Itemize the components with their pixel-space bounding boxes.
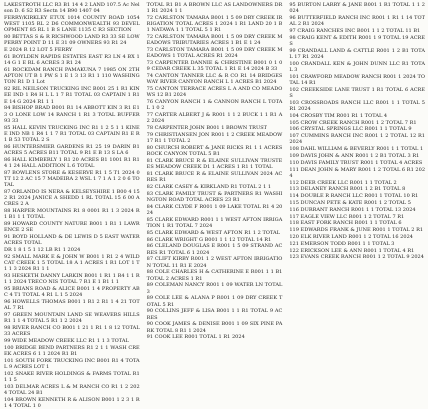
record-entry: 85 CLARK EDWARD R001 1 1 WEST AFTON IRRIGATION 1 R1 TOTAL 7 2024 <box>146 216 283 229</box>
record-entry: 74 CANTON TANNER LLC & R CO R1 14 BRIDGES WAY RIVER CANYON RANCH L 1 ACRES B1 2024 <box>146 73 283 86</box>
record-entry: 61 BOYLDEN RAPIDS ESTATES EAST R3 LN 4 BX 1 14 G 1 E RL 6 ACRES 3 R1 24 <box>4 54 140 67</box>
record-entry: 89 COLE LEE & ALANA P R001 1 09 DRY CREEK TOTAL 5 R1 <box>146 295 283 308</box>
record-entry: 123 EVANS CREEK RANCH R001 1 2 TOTAL 9 2024 <box>289 254 424 261</box>
record-entry: 99 WIDE MEADOW CREEK LLC R1 1 1 3 TOTAL <box>4 338 129 345</box>
record-entry: 100 BRIDGE BEND PARTNERS R1 2 1 1 WASH CREEK ACRES 6 1 1 2024 R1 B1 <box>4 345 140 358</box>
record-entry: 91 BOYD HOLLAND & DE LEWIS D 5 EAST WATER ACRES TOTAL <box>4 234 140 247</box>
record-entry: 104 CROSBY TIM R001 R1 1 TOTAL 4 <box>289 112 388 119</box>
record-entry: 104 BROWN KENNETH R & ALISON B001 1 2 3 1 R1 4 TOTAL 1 0 <box>4 397 140 409</box>
text-column-2 <box>147 2 283 400</box>
record-entry: 73 CARPENTER DANNIE & CHRISTINE B001 0 1 09 CEDAR CREEK L 35 TOTAL 1 R1 E 14 2024 B 33 <box>146 60 283 73</box>
record-entry: 87 BOWLENS STORE & KESERVE R1 1 5 T1 2024 0 TT 12 2 AC 15 7 MADEIRA 2 WSL 1 7 1 A 1 2 0 6 TOTAL <box>4 169 140 189</box>
record-entry: 97 CRAIG RANCHES INC B001 1 1 2 TOTAL 11 B1 <box>289 28 421 34</box>
record-entry: 84 CLARK CLYDE F R001 1 09 LAKE TOTAL R1 4 2024 <box>146 203 283 216</box>
record-entry: 84 BISHOP BRAD B001 R1 14 ABBOTT KIN 3 R1 E13 O LONE LOW 14 RANCH 1 R1 3 TOTAL BUFFER 93 33 <box>4 105 140 124</box>
record-entry: TOTAL R1 B1 A BROWN LLC AS LANDOWNERS DR 1 R1 2024 1 1 <box>146 2 283 15</box>
record-entry: 72 CARLSTON TAMARA B001 1 5 09 DRY CREEK IRRIGATION TOTAL ACRES 1 2024 1 R1 LAND 20 1 B1 NATAWA 1 1 TOTAL 5 1 R1 <box>146 15 283 34</box>
record-entry: 76 CANYON RANCH 1 & CANNON RANCH L TOTAL 1 0 2 <box>146 99 283 112</box>
text-column-1 <box>4 2 140 409</box>
record-entry: 86 CLELAND DOUGLAS E R001 1 5 09 STRAND ACRES R1 TOTAL 6 1 2024 <box>146 243 283 256</box>
record-entry: 105 CROW CREEK RANCH R001 1 2 TOTAL 7 R1 <box>289 119 417 126</box>
record-entry: 107 CUMMINS RANCH INC R001 1 2 TOTAL 12 R1 2024 <box>289 133 426 146</box>
record-entry: 93 HESKETH DANNY LARKIN B001 1 R1 1 R4 1 1 R1 1 2024 TRECO NIS TOTAL 7 R1 E 1 B1 1 1 <box>4 273 140 286</box>
record-entry: 89 COLEMAN NANCY R001 1 09 WATER LN TOTAL 3 <box>146 282 283 295</box>
record-entry: 96 HOWELLS THOMAS B001 1 R1 2 R1 1 4 21 TOTAL 7 R1 <box>4 299 140 312</box>
record-entry: 73 CARLSTON TAMARA B001 1 5 09 DRY CREEK MEADOWS 1 TOTAL ACRES R1 2024 <box>146 47 283 60</box>
record-entry: 80 BETTAS S & R RICHWOOD LAND R3 33 SE LOW PERRY POINT D 11 E 31 09 OWNERS 93 R1 24 <box>4 34 140 47</box>
record-entry: 115 DUNCAN PETE & KATE R001 1 2 TOTAL 5 <box>289 199 411 206</box>
record-entry: 81 CLARK BRUCE R & ELAINE SULLIVAN TRUSTEES MEADOW CREEK D1 1 ACRES 1 R1 1 TOTAL <box>146 158 283 171</box>
record-entry: 75 CANTON TERRACE ACRES L A AND CO MEADOWS 12 B1 2024 <box>146 86 283 99</box>
record-entry: LAKESTROTH LLC R3 B1 14 4 2 LAND 107.5 Ac Nelson D. 6 S2 R3 Sectn 14 B90 1407 04 <box>4 2 140 15</box>
record-entry: 78 CARPENTER JOHN B001 1 BROWN TRUST <box>146 125 267 132</box>
record-entry: 122 ERICKSON LEE & ANN R001 1 TOTAL 4 R1 <box>289 247 415 254</box>
record-entry: 108 DAHL WILLIAM & BEVERLY R001 1 1 TOTAL 1 <box>289 146 424 153</box>
record-entry: 117 EAGLE VIEW LLC R001 1 2 TOTAL 7 R1 <box>289 213 405 220</box>
record-entry: 98 CRAIG KENT & EDITH R001 1 9 TOTAL 19 ACRES <box>289 34 426 47</box>
record-entry: 112 DEER CREEK LLC R001 1 1 TOTAL 2 <box>289 179 397 186</box>
record-entry: 121 EMERSON TODD R001 1 1 TOTAL 3 <box>289 240 395 247</box>
record-entry: 88 HARPER MOUNTAINS R1 8 0001 R1 1 3 2024 R1 B1 1 1 TOTAL <box>4 208 140 221</box>
record-entry: 85 CLARK EDWARD & WEST AFTON R1 1 2 TOTAL <box>146 229 280 236</box>
record-entry: 103 DELMAR ACRES L & M RANCH CO R1 1 2 2024 TOTAL 24 B1 <box>4 384 140 397</box>
record-entry: 102 SNAKE RIVER HOLDINGS & FARMS TOTAL R1 1 1 5 <box>4 371 140 384</box>
record-entry: 83 CLARK FAMILY TRUST & PARTNERS R1 WASHINGTON ROAD TOTAL ACRES 23 R1 <box>146 190 283 203</box>
record-entry: 96 BUTTERFIELD RANCH INC R001 1 R1 1 14 TOTAL 2 R1 2024 <box>289 15 426 28</box>
record-entry: 82 RIL NEILSON TRUCKING INC B001 25 1 R1 KINEE IND 1 R4 H L L 1 7 R1 TOTAL 03 CAPTAIN 1 R1 E 14 G 2024 R1 1 1 <box>4 86 140 105</box>
record-entry: 118 EAST FORK RANCH R001 1 1 TOTAL 6 <box>289 220 402 227</box>
record-entry: 87 ORLANDO IS NERA & KELSEYSHIRE 1 B00 4 15 2 R1 2024 JANICE A SHEDD 1 RL TOTAL 15 6 00 ACRES 2 A <box>4 189 140 208</box>
record-entry: 89 HOWARD COUNTY NATURE B001 1 R1 1 LAWRENCE 2 SE <box>4 221 140 234</box>
record-entry: DR 1 8 1 5 1 12 LB R1 1 2024 <box>4 247 81 254</box>
record-entry: 101 CRAWFORD MEADOW RANCH R001 1 2024 TOTAL 14 R1 <box>289 73 426 86</box>
record-entry: 109 DAVIS JOHN & ANN R001 1 2 B1 TOTAL 3 R1 <box>289 152 420 159</box>
record-entry: 95 BRIANS ROAD & ALICE B001 1 4 PROPERTY ABC 4 T1 TOTAL 4 R1 L 1 5 2024 <box>4 286 140 299</box>
record-entry: FERRY/KIRKLEY ETUX 1014 COUNTY ROAD 1054 WEST 1105 RL 2 D6 COMMONWEALTH 93 DEVELOPMENT 85 RL 1 B S LANE 1135 C R3 SECTION <box>4 15 140 34</box>
record-entry: E 2024 R 12 LOT 5 FERRY <box>4 47 73 54</box>
record-entry: 80 CHURCH ROBERT & JANE RICKS R1 1 1 ACRES ROCK CANYON TOTAL 5 B1 <box>146 145 283 158</box>
record-entry: 92 SMALL MARK E & JOHN W B001 1 R1 2 4 WILDCAT CREEK 1 5 TOTAL 18 A 1 ACRES 1 R1 LOT 1 T1 1 3 2024 R1 1 1 <box>4 254 140 273</box>
record-entry: 81 CLARK BRUCE R & ELAINE SULLIVAN 2024 ACRES R1 <box>146 171 283 184</box>
record-entry: 119 EDWARDS FRANK & JUNE R001 1 TOTAL 2 R1 <box>289 227 424 234</box>
record-entry: 88 COLE CHARLES H & CATHERINE E R001 1 1 B1 TOTAL 2 ACRES 1 R1 <box>146 269 283 282</box>
text-column-3 <box>289 2 425 400</box>
record-entry: 114 DOUBLE R RANCH LLC R001 1 TOTAL 10 R1 <box>289 193 419 200</box>
record-entry: 86 CLARK WRIGHT G B001 1 1 12 TOTAL 14 R1 <box>146 236 272 243</box>
record-entry: 101 SOUTH FORK TRUCKING INC B001 R1 4 TOTAL 9 ACRES LOT 1 <box>4 358 140 371</box>
record-entry: 98 RIVER RANCH CO B001 1 21 1 R1 1 8 12 TOTAL 33 ACRES <box>4 325 140 338</box>
record-entry: 110 DAVIS FAMILY TRUST R001 1 TOTAL 4 ACRES <box>289 159 423 166</box>
record-entry: 116 DURRANT RANCH R001 1 1 TOTAL 13 2024 <box>289 206 416 213</box>
record-entry: 106 CRYSTAL SPRINGS LLC R001 1 1 TOTAL 9 <box>289 126 412 133</box>
record-entry: 79 CHRISTIANSEN JON R001 1 2 CREEK MEADOW 17 R1 1 TOTAL 2 <box>146 132 283 145</box>
record-entry: 86 HUNTERSMIER GARDENS R1 25 19 DARIN B1 ACRES 5 ACRES B11 TOTAL 9 R1 E B 13 S LA 6 <box>4 143 140 157</box>
record-entry: 113 DELANEY RANCH R001 1 2 B1 TOTAL 8 <box>289 186 406 193</box>
record-entry: 85 HALL KEVIN TRUCKING INC R1 1 2 5 1 1 KINEE IND NB 1 R4 1 1 7 R1 TOTAL 03 CAPTAIN R1 E R1 B 53 TOTAL 2 S <box>4 124 140 144</box>
record-entry: 102 CREEKSIDE LANE TRUST 1 R1 TOTAL 6 ACRES <box>289 86 426 99</box>
record-entry: 77 CARTER ALBERT J & R001 1 1 2 BUCK 1 1 R1 A 2 2024 <box>146 112 283 125</box>
record-entry: 120 ELK RIVER LAND R001 1 2 TOTAL 16 2024 <box>289 233 413 240</box>
record-entry: 82 CLARK CASEY & KIRKLAND R1 TOTAL 2 1 1 <box>146 184 272 190</box>
record-entry: 103 CROSSROADS RANCH LLC R001 1 1 TOTAL 5 R1 2024 <box>289 99 426 112</box>
record-entry: 97 GREEN MOUNTAIN LAND SE WEAVERS HILLS R1 1 1 4 TOTAL 5 R1 1 2 2024 <box>4 312 140 325</box>
record-entry: 90 COOK JAMES & DENISE B001 1 09 SIX PINE PARK TOTAL 8 R1 1 2024 <box>146 321 283 334</box>
record-entry: 90 COLLINS JEFF & LISA B001 1 1 R1 TOTAL 9 ACRES <box>146 308 283 321</box>
record-entry: 61 ROCKDAM RANCH PAMAKUNA 7 1985 ON 2TH APTON UT B 1 PW S 1 E 1 3 13 R1 1 110 WASHINGTON R1 D 1 Lot <box>4 67 140 86</box>
record-entry: 86 HALL KIMBERLY 1 R1 20 ACRES B1 1001 R1 R1 4 1 24 HALL ADDITION L 6 TOTAL <box>4 156 140 170</box>
record-entry: 95 BURTON LARRY & JANE B001 1 R1 TOTAL 1 1 2024 <box>289 2 426 15</box>
record-entry: 87 CLIFT KIRBY R001 1 2 WEST AFTON IRRIGATION TOTAL 11 R1 E 2024 <box>146 256 283 269</box>
record-entry: 72 CARLSTON TAMARA B001 1 5 09 DRY CREEK MEADOWS TRIBUTARIES ACRES 1 B1 E 1 24 <box>146 34 283 47</box>
record-entry: 99 CRANDALL LAND & CATTLE R001 1 2 B1 TOTAL 17 R1 2024 <box>289 47 426 60</box>
record-entry: 91 COOK LEE R001 TOTAL 1 R1 2024 <box>146 334 245 341</box>
record-entry: 111 DEAN JOHN & MARY R001 1 2 TOTAL 6 R1 2024 <box>289 166 426 179</box>
record-entry: 100 CRANDALL KEN & JOHN DUNN LLC R1 TOTAL 3 <box>289 60 426 73</box>
